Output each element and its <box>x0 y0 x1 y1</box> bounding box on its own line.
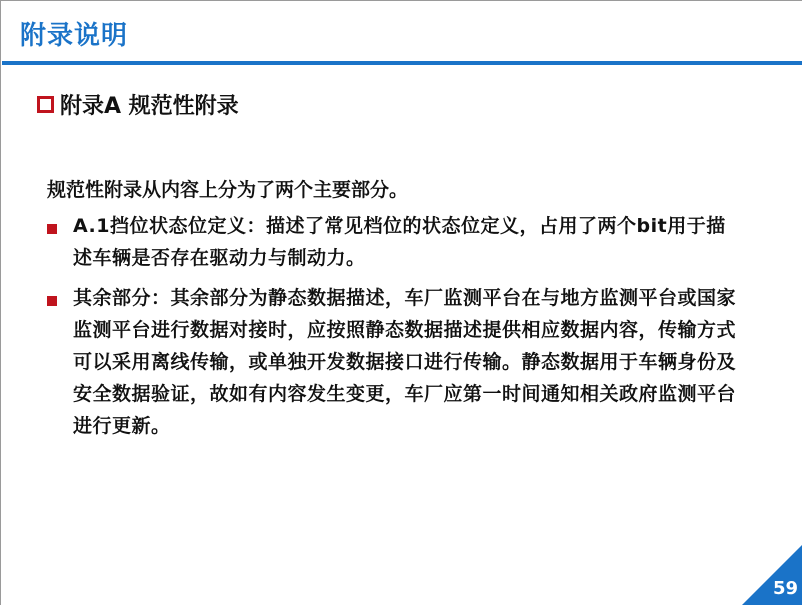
intro-text: 规范性附录从内容上分为了两个主要部分。 <box>47 179 409 201</box>
filled-square-icon <box>47 224 57 234</box>
filled-square-icon <box>47 296 57 306</box>
bullet-item <box>47 287 737 442</box>
hollow-square-icon <box>37 96 54 113</box>
title-underline <box>2 61 802 65</box>
bullet-item <box>47 215 737 274</box>
slide-title: 附录说明 <box>20 21 129 51</box>
slide-header <box>2 2 802 64</box>
bullet-text: 其余部分：其余部分为静态数据描述，车厂监测平台在与地方监测平台或国家监测平台进行数据对接时，应按照静态数据描述提供相应数据内容，传输方式可以采用离线传输，或单独开发数据接口进行传输。静态数据用于车辆身份及安全数据验证，故如有内容发生变更，车厂应第一时间通知相关政府监测平台进行更新。 <box>73 287 737 437</box>
section-heading-text: 附录A 规范性附录 <box>60 94 239 119</box>
section-heading <box>37 89 239 120</box>
page-number: 59 <box>772 578 798 599</box>
bullet-text: A.1挡位状态位定义：描述了常见档位的状态位定义，占用了两个bit用于描述车辆是否存在驱动力与制动力。 <box>73 215 726 269</box>
